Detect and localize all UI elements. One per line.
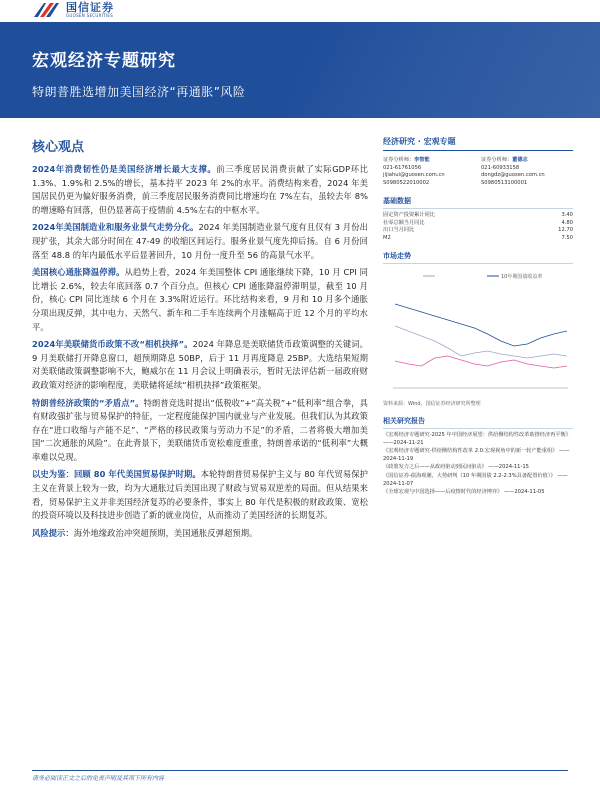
legend-label: 10年期国债收益率 bbox=[501, 274, 543, 280]
related-report-title: 《国信证券-债海观潮，大势研判（10 年期国债 2.2-2.3%具备配置价值）》 bbox=[383, 472, 556, 479]
market-trend-svg bbox=[383, 268, 573, 398]
paragraph-text: 从趋势上看，2024 年美国整体 CPI 通胀继续下降，10 月 CPI 同比增长 2.6%，较去年底回落 0.7 个百分点。但核心 CPI 通胀降温停滞明显，截至 10 月份，核心 CPI 同比连续 6 个月在 3.3%附近运行。环比结构来看，9 月和 10 月多个通胀分项出现反弹，其中电力、天然气、新车和二手车连续两个月涨幅高于近 12 个月的平均水平。 bbox=[32, 267, 368, 332]
analyst-card bbox=[481, 157, 573, 187]
related-report-date: ——2024-11-21 bbox=[383, 439, 424, 446]
analyst-name: 董德志 bbox=[512, 157, 528, 163]
related-report-item[interactable] bbox=[383, 432, 573, 447]
data-value: 3.40 bbox=[561, 212, 573, 219]
data-label: M2 bbox=[383, 234, 391, 241]
data-value: 4.80 bbox=[561, 219, 573, 226]
report-header bbox=[0, 0, 600, 118]
risk-paragraph bbox=[32, 527, 368, 541]
core-views-section bbox=[32, 136, 368, 544]
analyst-cert: S0980522010002 bbox=[383, 179, 430, 186]
paragraph-highlight: 以史为鉴：回顾 80 年代美国贸易保护时期。 bbox=[32, 469, 201, 480]
logo-name-cn: 国信证券 bbox=[66, 1, 114, 14]
related-reports-title: 相关研究报告 bbox=[383, 416, 573, 429]
paragraph-highlight: 2024年消费韧性仍是美国经济增长最大支撑。 bbox=[32, 164, 217, 174]
related-report-date: ——2024-11-07 bbox=[383, 472, 568, 487]
related-report-title: 《宏观经济专题研究-2025 年中国经济展望：供给侧结构性改革助推经济再平衡》 bbox=[383, 432, 571, 438]
company-logo bbox=[32, 0, 114, 20]
data-value: 7.50 bbox=[561, 234, 573, 241]
chart-legend bbox=[423, 273, 542, 280]
logo-name-en: GUOSEN SECURITIES bbox=[66, 13, 114, 18]
paragraph-text: 本轮特朗普贸易保护主义与 80 年代贸易保护主义在背景上较为一致，均为大通胀过后美国出现了财政与贸易双逆差的局面。但从结果来看，贸易保护主义并非美国经济复苏的必要条件，事实上 80 年代是积极的财政政策、宽松的投资环境以及科技进步创造了新的就业岗位，从而推动了美国经济的长期复苏。 bbox=[32, 469, 368, 521]
table-row bbox=[383, 212, 573, 219]
paragraph-text: 前三季度居民消费贡献了实际GDP环比 1.3%、1.9%和 2.5%的增长，基本持平 2023 年 2%的水平。消费结构来看，2024 年美国居民仍更为偏好服务消费，前三季度居民服务消费同比增速均在 7%左右，虽较去年 8%的增速略有回落，但仍显著高于疫情前 4.5%左右的中枢水平。 bbox=[32, 164, 368, 215]
paragraph-highlight: 特朗普经济政策的“矛盾点”。 bbox=[32, 397, 144, 408]
core-paragraph bbox=[32, 163, 368, 217]
core-paragraph bbox=[32, 266, 368, 334]
sidebar bbox=[383, 136, 573, 498]
paragraph-text: 特朗普竞选时提出“低税收”+“高关税”+“低利率”组合拳，具有财政强扩张与贸易保护的特征，一定程度能保护国内就业与产业发展。但我们认为其政策存在“进口收缩与产能不足”、“严格的移民政策与劳动力不足”的矛盾，二者将极大增加美国“二次通胀的风险”。在此背景下，美联储货币宽松难度重重，特朗普承诺的“低利率”大概率难以兑现。 bbox=[32, 397, 368, 462]
related-report-item[interactable] bbox=[383, 473, 573, 488]
related-report-item[interactable] bbox=[383, 464, 573, 472]
analyst-phone: 021-60933158 bbox=[481, 164, 520, 171]
chart-series-group bbox=[395, 304, 567, 368]
report-title: 特朗普胜选增加美国经济“再通胀”风险 bbox=[32, 85, 246, 99]
table-row bbox=[383, 227, 573, 234]
paragraph-text: 2024 年降息是美联储货币政策调整的关键词。9 月美联储打开降息窗口，超预期降息 50BP，后于 11 月再度降息 25BP。大选结果短期对美联储政策调整影响不大，鲍威尔在 11 月会议上明确表示，暂时无法评估新一届政府财政政策对经济的影响程度，美联储将延续“相机抉择”政策框架。 bbox=[32, 339, 368, 390]
analyst-role: 证券分析师： bbox=[383, 157, 415, 163]
market-trend-title: 市场走势 bbox=[383, 251, 573, 264]
core-views-title: 核心观点 bbox=[32, 140, 85, 155]
report-type: 宏观经济专题研究 bbox=[32, 51, 176, 71]
data-label: 社零总额当月同比 bbox=[383, 219, 425, 226]
analyst-email[interactable]: jijiahui@guosen.com.cn bbox=[383, 172, 445, 179]
data-label: 出口当月同比 bbox=[383, 227, 415, 234]
analyst-cert: S0980513100001 bbox=[481, 179, 528, 186]
analyst-list bbox=[383, 157, 573, 187]
core-paragraph bbox=[32, 397, 368, 465]
analyst-email[interactable]: dongdz@guosen.com.cn bbox=[481, 172, 545, 179]
chart-source: 资料来源：Wind、国信证券经济研究所整理 bbox=[383, 401, 481, 407]
related-report-date: ——2024-11-05 bbox=[503, 489, 545, 496]
footer-divider bbox=[32, 770, 568, 771]
related-report-date: ——2024-11-15 bbox=[488, 464, 529, 471]
analyst-card bbox=[383, 157, 475, 187]
paragraph-highlight: 美国核心通胀降温停滞。 bbox=[32, 267, 125, 278]
paragraph-highlight: 2024年美联储货币政策不改“相机抉择”。 bbox=[32, 339, 193, 350]
related-reports-list bbox=[383, 432, 573, 497]
core-paragraph bbox=[32, 338, 368, 392]
basic-data-title: 基础数据 bbox=[383, 196, 573, 209]
paragraph-highlight: 2024年美国制造业和服务业景气走势分化。 bbox=[32, 222, 199, 233]
related-report-item[interactable] bbox=[383, 448, 573, 463]
related-report-title: 《全球宏观与中国选择——后疫情时代的经济博弈》 bbox=[383, 489, 503, 496]
paragraph-text: 2024 年美国制造业景气度有且仅有 3 月份出现扩张，其余大部分时间在 47-49 的收缩区间运行。服务业景气度先抑后扬。自 6 月份回落至 48.8 的年内最低水平后显著回升，10 月份一度升至 56 的高景气水平。 bbox=[32, 222, 368, 260]
core-paragraph bbox=[32, 221, 368, 262]
logo-mark-icon bbox=[32, 1, 60, 19]
series-line-2 bbox=[395, 356, 567, 368]
related-report-title: 《宏观经济专题研究-供给侧结构性改革 2.0:宏观视角中的新一轮产能重组》 bbox=[383, 448, 558, 455]
analyst-role: 证券分析师： bbox=[481, 157, 513, 163]
header-decoration bbox=[283, 22, 600, 118]
paragraph-text: 海外地缘政治冲突超预期，美国通胀反弹超预期。 bbox=[73, 527, 258, 538]
paragraph-highlight: 风险提示： bbox=[32, 527, 74, 538]
basic-data-table bbox=[383, 212, 573, 242]
related-report-date: ——2024-11-19 bbox=[383, 448, 570, 462]
related-report-item[interactable] bbox=[383, 489, 573, 497]
analyst-name: 李智能 bbox=[414, 157, 430, 163]
related-report-title: 《政策发力之后——从政府驱动到民间驱动》 bbox=[383, 464, 487, 471]
core-paragraph bbox=[32, 468, 368, 522]
research-category: 经济研究 · 宏观专题 bbox=[383, 136, 573, 151]
data-label: 固定资产投资累计同比 bbox=[383, 212, 435, 219]
data-value: 12.70 bbox=[558, 227, 573, 234]
footer-disclaimer: 请务必阅读正文之后的免责声明及其项下所有内容 bbox=[32, 775, 165, 782]
analyst-phone: 021-61761056 bbox=[383, 164, 422, 171]
table-row bbox=[383, 235, 573, 242]
market-trend-chart bbox=[383, 268, 573, 398]
series-line-1 bbox=[395, 304, 567, 346]
